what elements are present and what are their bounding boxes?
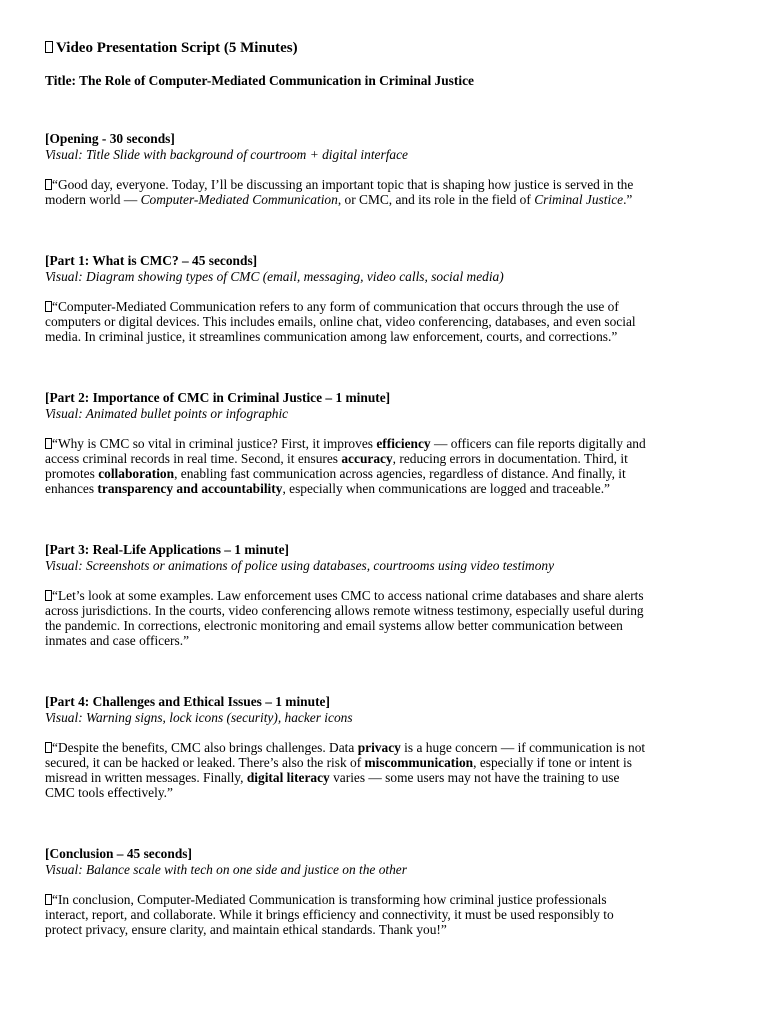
- section-visual-note: Visual: Animated bullet points or infographic: [45, 405, 289, 421]
- script-line: across jurisdictions. In the courts, video conferencing allows remote witness testimony, especially useful during: [45, 602, 644, 618]
- script-line: “Computer-Mediated Communication refers to any form of communication that occurs through the use of: [52, 298, 619, 314]
- script-text: , enabling fast communication across agencies, regardless of distance. And finally, it: [174, 466, 626, 482]
- section-part4: [45, 694, 735, 801]
- script-line: “In conclusion, Computer-Mediated Communication is transforming how criminal justice professionals: [52, 891, 607, 907]
- script-text: “Despite the benefits, CMC also brings challenges. Data: [52, 739, 358, 755]
- document-title-text: Video Presentation Script (5 Minutes): [56, 40, 298, 56]
- script-line: interact, report, and collaborate. While it brings efficiency and connectivity, it must be used responsibly to: [45, 906, 614, 922]
- section-script: [45, 436, 735, 497]
- script-text: — officers can file reports digitally and: [430, 435, 646, 451]
- script-bold: accuracy: [341, 450, 393, 466]
- document-subtitle: Title: The Role of Computer-Mediated Communication in Criminal Justice: [45, 73, 474, 88]
- section-part3: [45, 542, 735, 649]
- section-script: [45, 299, 735, 345]
- script-text: “Why is CMC so vital in criminal justice? First, it improves: [52, 435, 377, 451]
- section-part1: [45, 253, 735, 344]
- script-text: , especially if tone or intent is: [473, 754, 632, 770]
- script-bold: transparency and accountability: [97, 481, 283, 497]
- microphone-icon: [45, 742, 52, 753]
- microphone-icon: [45, 894, 52, 905]
- script-text: promotes: [45, 466, 99, 482]
- section-part2: [45, 390, 735, 497]
- section-heading: [Part 2: Importance of CMC in Criminal Justice – 1 minute]: [45, 390, 391, 405]
- script-line: computers or digital devices. This includes emails, online chat, video conferencing, databases, and even social: [45, 313, 636, 329]
- script-line: the pandemic. In corrections, electronic monitoring and email systems allow better communication between: [45, 618, 623, 634]
- script-italic: Criminal Justice: [534, 191, 624, 207]
- section-script: [45, 588, 735, 649]
- section-conclusion: [45, 846, 735, 937]
- section-visual-note: Visual: Title Slide with background of courtroom + digital interface: [45, 146, 408, 162]
- video-camera-icon: [45, 41, 53, 53]
- section-opening: [45, 131, 735, 207]
- script-text: access criminal records in real time. Second, it ensures: [45, 450, 342, 466]
- microphone-icon: [45, 438, 52, 449]
- script-text: enhances: [45, 481, 98, 497]
- script-text: , or CMC, and its role in the field of: [337, 191, 535, 207]
- script-line: “Good day, everyone. Today, I’ll be discussing an important topic that is shaping how justice is served in the: [52, 176, 634, 192]
- script-italic: Computer-Mediated Communication: [140, 191, 338, 207]
- script-text: varies — some users may not have the training to use: [329, 770, 620, 786]
- script-line: “Let’s look at some examples. Law enforcement uses CMC to access national crime databases and share alerts: [52, 587, 644, 603]
- section-heading: [Opening - 30 seconds]: [45, 131, 175, 146]
- script-bold: collaboration: [98, 466, 175, 482]
- document-page: [45, 38, 735, 938]
- script-text: is a huge concern — if communication is not: [400, 739, 646, 755]
- microphone-icon: [45, 301, 52, 312]
- script-text: , especially when communications are logged and traceable.”: [282, 481, 610, 497]
- section-script: [45, 740, 735, 801]
- script-line: inmates and case officers.”: [45, 633, 190, 649]
- script-text: , reducing errors in documentation. Third, it: [392, 450, 628, 466]
- section-heading: [Conclusion – 45 seconds]: [45, 846, 192, 861]
- script-line: protect privacy, ensure clarity, and maintain ethical standards. Thank you!”: [45, 922, 447, 938]
- script-line: CMC tools effectively.”: [45, 785, 173, 801]
- script-text: secured, it can be hacked or leaked. There’s also the risk of: [45, 754, 365, 770]
- section-heading: [Part 1: What is CMC? – 45 seconds]: [45, 253, 258, 268]
- section-script: [45, 177, 735, 208]
- document-title: [45, 38, 735, 58]
- script-text: modern world —: [45, 191, 141, 207]
- script-text: misread in written messages. Finally,: [45, 770, 247, 786]
- section-visual-note: Visual: Screenshots or animations of police using databases, courtrooms using video testimony: [45, 557, 555, 573]
- section-heading: [Part 3: Real-Life Applications – 1 minute]: [45, 542, 289, 557]
- section-visual-note: Visual: Warning signs, lock icons (security), hacker icons: [45, 709, 353, 725]
- script-bold: privacy: [357, 739, 401, 755]
- script-bold: miscommunication: [364, 754, 474, 770]
- script-line: media. In criminal justice, it streamlines communication among law enforcement, courts, and corrections.”: [45, 329, 618, 345]
- section-heading: [Part 4: Challenges and Ethical Issues – 1 minute]: [45, 694, 330, 709]
- script-text: .”: [623, 191, 633, 207]
- script-bold: efficiency: [376, 435, 431, 451]
- script-bold: digital literacy: [246, 770, 330, 786]
- section-script: [45, 892, 735, 938]
- microphone-icon: [45, 179, 52, 190]
- microphone-icon: [45, 590, 52, 601]
- section-visual-note: Visual: Diagram showing types of CMC (email, messaging, video calls, social media): [45, 268, 504, 284]
- section-visual-note: Visual: Balance scale with tech on one side and justice on the other: [45, 861, 407, 877]
